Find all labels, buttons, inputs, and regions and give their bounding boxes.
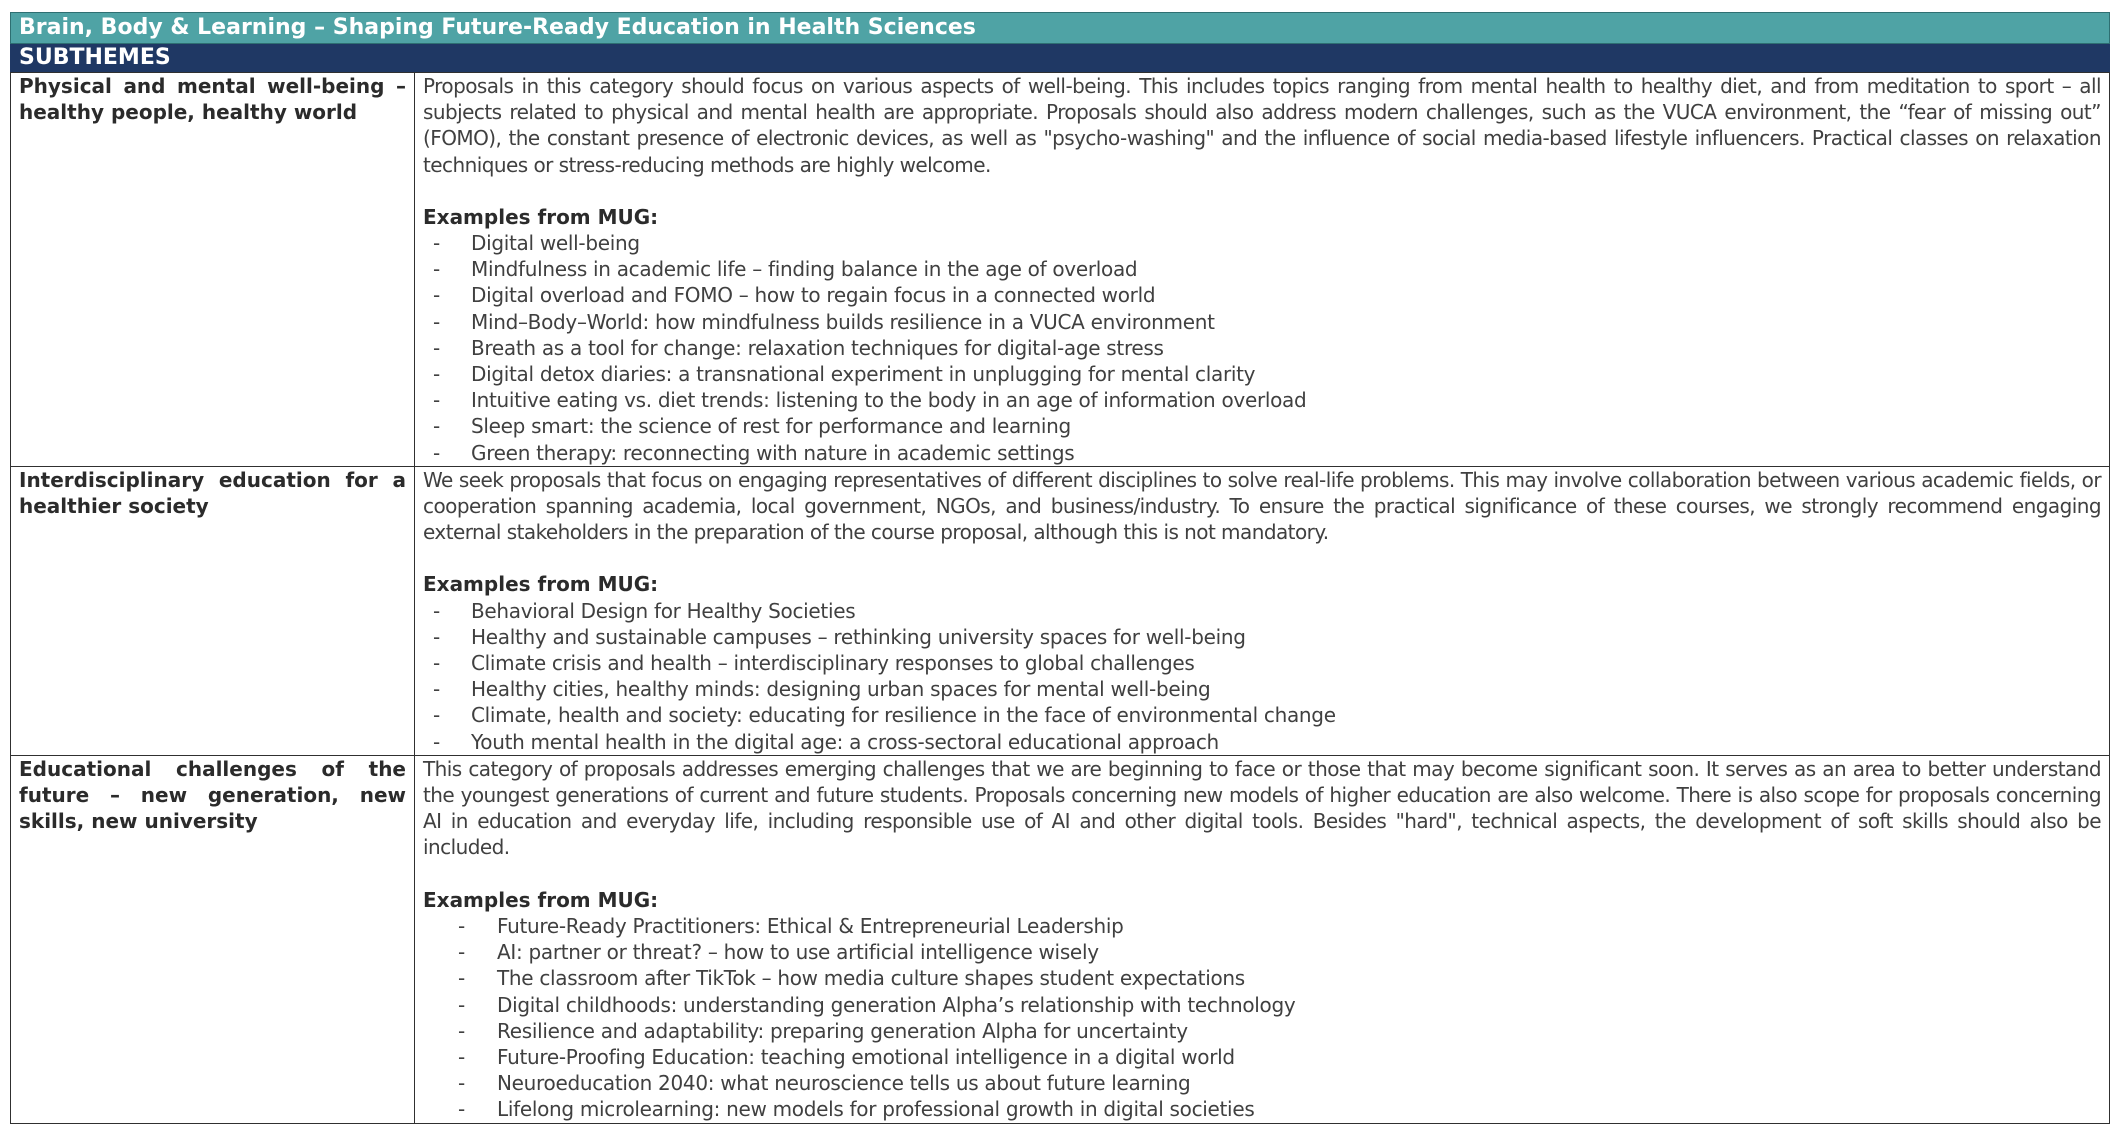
list-item [423, 387, 2101, 413]
list-item [423, 598, 2101, 624]
examples-list [423, 913, 2101, 1123]
subtheme-details [415, 466, 2110, 755]
example-text: Digital childhoods: understanding generation Alpha’s relationship with technology [497, 992, 1296, 1017]
example-text: Breath as a tool for change: relaxation techniques for digital-age stress [471, 335, 1164, 360]
example-text: Sleep smart: the science of rest for performance and learning [471, 414, 1071, 439]
example-text: Mind–Body–World: how mindfulness builds resilience in a VUCA environment [471, 309, 1215, 334]
list-item [423, 1044, 2101, 1070]
example-text: Mindfulness in academic life – finding balance in the age of overload [471, 257, 1138, 282]
document [10, 12, 2110, 1124]
bullet-dash: - [433, 283, 440, 308]
examples-heading: Examples from MUG: [423, 887, 659, 912]
examples-heading: Examples from MUG: [423, 572, 659, 597]
bullet-dash: - [458, 1097, 465, 1122]
table-row [11, 755, 2110, 1123]
example-text: Youth mental health in the digital age: a cross-sectoral educational approach [471, 729, 1219, 754]
example-text: Lifelong microlearning: new models for professional growth in digital societies [497, 1097, 1255, 1122]
subthemes-table [10, 72, 2110, 1124]
list-item [423, 729, 2101, 755]
bullet-dash: - [433, 703, 440, 728]
bullet-dash: - [458, 1071, 465, 1096]
bullet-dash: - [458, 966, 465, 991]
list-item [423, 1070, 2101, 1096]
bullet-dash: - [458, 1044, 465, 1069]
example-text: Digital well-being [471, 231, 640, 256]
bullet-dash: - [433, 257, 440, 282]
list-item [423, 676, 2101, 702]
subtheme-description: We seek proposals that focus on engaging representatives of different disciplines to solve real-life problems. This may involve collaboration between various academic fields, or cooperation spanning academia, local government, NGOs, and business/industry. To ensure the practical significance of these courses, we strongly recommend engaging external stakeholders in the preparation of the course proposal, although this is not mandatory. [423, 467, 2101, 545]
list-item [423, 965, 2101, 991]
example-text: Intuitive eating vs. diet trends: listening to the body in an age of information overload [471, 388, 1307, 413]
list-item [423, 282, 2101, 308]
bullet-dash: - [433, 624, 440, 649]
example-text: Green therapy: reconnecting with nature in academic settings [471, 440, 1075, 465]
bullet-dash: - [458, 992, 465, 1017]
subtheme-description: This category of proposals addresses emerging challenges that we are beginning to face or those that may become significant soon. It serves as an area to better understand the youngest generations of current and future students. Proposals concerning new models of higher education are also welcome. There is also scope for proposals concerning AI in education and everyday life, including responsible use of AI and other digital tools. Besides "hard", technical aspects, the development of soft skills should also be included. [423, 756, 2101, 860]
list-item [423, 413, 2101, 439]
example-text: Digital overload and FOMO – how to regain focus in a connected world [471, 283, 1156, 308]
example-text: Resilience and adaptability: preparing generation Alpha for uncertainty [497, 1018, 1188, 1043]
list-item [423, 702, 2101, 728]
examples-list [423, 230, 2101, 466]
list-item [423, 913, 2101, 939]
subthemes-header: SUBTHEMES [10, 44, 2110, 72]
bullet-dash: - [433, 309, 440, 334]
example-text: Climate, health and society: educating for resilience in the face of environmental change [471, 703, 1336, 728]
example-text: AI: partner or threat? – how to use artificial intelligence wisely [497, 940, 1099, 965]
table-row [11, 466, 2110, 755]
subtheme-details [415, 73, 2110, 467]
bullet-dash: - [433, 335, 440, 360]
bullet-dash: - [433, 414, 440, 439]
document-title: Brain, Body & Learning – Shaping Future-Ready Education in Health Sciences [10, 12, 2110, 44]
example-text: Future-Ready Practitioners: Ethical & Entrepreneurial Leadership [497, 913, 1124, 938]
list-item [423, 939, 2101, 965]
examples-list [423, 598, 2101, 755]
bullet-dash: - [433, 388, 440, 413]
bullet-dash: - [433, 440, 440, 465]
example-text: Healthy cities, healthy minds: designing urban spaces for mental well-being [471, 677, 1211, 702]
example-text: Behavioral Design for Healthy Societies [471, 598, 856, 623]
bullet-dash: - [433, 651, 440, 676]
example-text: Neuroeducation 2040: what neuroscience tells us about future learning [497, 1071, 1191, 1096]
examples-heading: Examples from MUG: [423, 204, 659, 229]
bullet-dash: - [458, 913, 465, 938]
example-text: Digital detox diaries: a transnational experiment in unplugging for mental clarity [471, 362, 1256, 387]
subtheme-title: Physical and mental well-being – healthy people, healthy world [11, 73, 415, 467]
bullet-dash: - [433, 677, 440, 702]
subtheme-title: Educational challenges of the future – new generation, new skills, new university [11, 755, 415, 1123]
subtheme-description: Proposals in this category should focus on various aspects of well-being. This includes topics ranging from mental health to healthy diet, and from meditation to sport – all subjects related to physical and mental health are appropriate. Proposals should also address modern challenges, such as the VUCA environment, the “fear of missing out” (FOMO), the constant presence of electronic devices, as well as "psycho-washing" and the influence of social media-based lifestyle influencers. Practical classes on relaxation techniques or stress-reducing methods are highly welcome. [423, 74, 2101, 177]
list-item [423, 440, 2101, 466]
example-text: Future-Proofing Education: teaching emotional intelligence in a digital world [497, 1044, 1235, 1069]
example-text: Healthy and sustainable campuses – rethinking university spaces for well-being [471, 624, 1246, 649]
bullet-dash: - [433, 729, 440, 754]
list-item [423, 650, 2101, 676]
bullet-dash: - [433, 362, 440, 387]
list-item [423, 992, 2101, 1018]
subtheme-details [415, 755, 2110, 1123]
list-item [423, 1018, 2101, 1044]
list-item [423, 256, 2101, 282]
example-text: The classroom after TikTok – how media culture shapes student expectations [497, 966, 1245, 991]
subtheme-title: Interdisciplinary education for a healthier society [11, 466, 415, 755]
bullet-dash: - [458, 940, 465, 965]
list-item [423, 335, 2101, 361]
list-item [423, 1096, 2101, 1122]
example-text: Climate crisis and health – interdisciplinary responses to global challenges [471, 651, 1195, 676]
bullet-dash: - [433, 231, 440, 256]
list-item [423, 361, 2101, 387]
list-item [423, 230, 2101, 256]
table-row [11, 73, 2110, 467]
list-item [423, 309, 2101, 335]
list-item [423, 624, 2101, 650]
bullet-dash: - [433, 598, 440, 623]
bullet-dash: - [458, 1018, 465, 1043]
